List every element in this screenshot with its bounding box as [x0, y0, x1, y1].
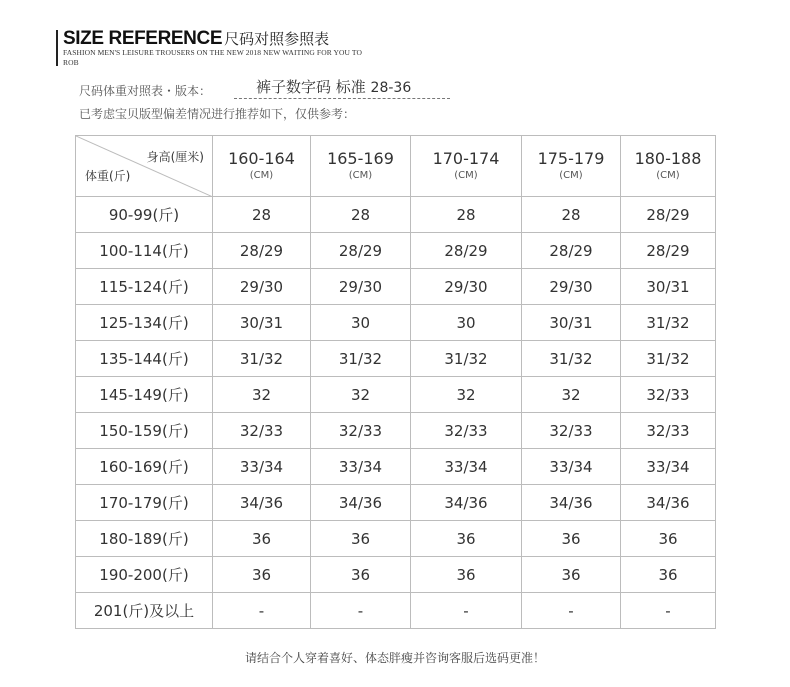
- weight-cell: 201(斤)及以上: [76, 593, 213, 629]
- size-cell: 30/31: [621, 269, 716, 305]
- table-corner-cell: [76, 136, 213, 197]
- table-row: [76, 449, 716, 485]
- height-range: 175-179: [537, 149, 605, 168]
- weight-cell: [76, 269, 213, 305]
- height-range: 165-169: [327, 149, 394, 168]
- size-cell: 36: [411, 521, 522, 557]
- weight-cell: [76, 377, 213, 413]
- size-cell: 31/32: [522, 341, 621, 377]
- size-cell: 32: [411, 377, 522, 413]
- size-cell: 32/33: [213, 413, 311, 449]
- size-cell: 36: [311, 521, 411, 557]
- table-row: [76, 377, 716, 413]
- table-header-row: [76, 136, 716, 197]
- weight-range: 135-144: [99, 350, 162, 368]
- table-row: [76, 413, 716, 449]
- table-row: [76, 197, 716, 233]
- height-unit: (CM): [559, 170, 583, 181]
- weight-cell: [76, 305, 213, 341]
- size-cell: 34/36: [311, 485, 411, 521]
- weight-range: 145-149: [99, 386, 162, 404]
- version-value-range: 28-36: [370, 80, 412, 96]
- weight-unit: (斤): [161, 422, 189, 440]
- weight-unit: (斤): [161, 242, 189, 260]
- height-header: [411, 136, 522, 197]
- size-cell: 36: [522, 521, 621, 557]
- table-row: [76, 593, 716, 629]
- height-unit: (CM): [249, 170, 274, 181]
- page-title: [63, 28, 329, 50]
- size-cell: 29/30: [213, 269, 311, 305]
- table-row: [76, 521, 716, 557]
- size-cell: -: [213, 593, 311, 629]
- size-cell: -: [411, 593, 522, 629]
- height-unit: (CM): [454, 170, 478, 181]
- table-row: [76, 485, 716, 521]
- weight-cell: [76, 197, 213, 233]
- page-subtitle: FASHION MEN'S LEISURE TROUSERS ON THE NEW 2018 NEW WAITING FOR YOU TO ROB: [63, 48, 362, 67]
- table-row: [76, 341, 716, 377]
- height-range: 170-174: [432, 149, 500, 168]
- height-unit: (CM): [348, 170, 373, 181]
- size-cell: 32/33: [621, 413, 716, 449]
- size-cell: 28/29: [411, 233, 522, 269]
- weight-range: 115-124: [99, 278, 162, 296]
- height-range: 160-164: [228, 149, 295, 168]
- footer-note: 请结合个人穿着喜好、体态胖瘦并咨询客服后选码更准！: [244, 651, 545, 665]
- size-table: [75, 135, 716, 629]
- size-cell: 36: [621, 557, 716, 593]
- version-value: [256, 76, 411, 97]
- size-cell: 32: [213, 377, 311, 413]
- weight-cell: [76, 521, 213, 557]
- height-header: [213, 136, 311, 197]
- size-cell: 36: [311, 557, 411, 593]
- weight-cell: [76, 449, 213, 485]
- table-row: [76, 557, 716, 593]
- size-cell: 31/32: [621, 341, 716, 377]
- height-header: [621, 136, 716, 197]
- size-cell: 30/31: [213, 305, 311, 341]
- table-body: [76, 197, 716, 629]
- size-cell: 29/30: [522, 269, 621, 305]
- title-accent-bar: [56, 30, 58, 66]
- size-cell: 34/36: [213, 485, 311, 521]
- size-cell: 33/34: [311, 449, 411, 485]
- size-cell: 28: [411, 197, 522, 233]
- weight-range: 170-179: [99, 494, 162, 512]
- size-cell: 34/36: [621, 485, 716, 521]
- version-value-text: 裤子数字码 标准: [256, 78, 371, 96]
- weight-cell: [76, 485, 213, 521]
- size-cell: 32: [522, 377, 621, 413]
- size-cell: 36: [522, 557, 621, 593]
- recommendation-note: 已考虑宝贝版型偏差情况进行推荐如下，仅供参考：: [79, 107, 356, 121]
- size-cell: 29/30: [311, 269, 411, 305]
- version-label: 尺码体重对照表・版本：: [79, 84, 212, 98]
- weight-range: 180-189: [99, 530, 162, 548]
- weight-unit: (斤): [161, 494, 189, 512]
- height-header: [311, 136, 411, 197]
- size-cell: 28: [213, 197, 311, 233]
- size-cell: 34/36: [522, 485, 621, 521]
- weight-range: 160-169: [99, 458, 162, 476]
- height-header: [522, 136, 621, 197]
- weight-unit: (斤): [161, 314, 189, 332]
- size-cell: 33/34: [213, 449, 311, 485]
- size-cell: 31/32: [213, 341, 311, 377]
- size-cell: 36: [411, 557, 522, 593]
- title-chinese: 尺码对照参照表: [224, 30, 330, 48]
- size-cell: 32/33: [522, 413, 621, 449]
- size-cell: 31/32: [621, 305, 716, 341]
- weight-range: 150-159: [99, 422, 162, 440]
- size-cell: 28: [311, 197, 411, 233]
- weight-cell: [76, 413, 213, 449]
- size-cell: 30: [411, 305, 522, 341]
- size-cell: 33/34: [522, 449, 621, 485]
- weight-unit: (斤): [161, 458, 189, 476]
- size-cell: 28: [522, 197, 621, 233]
- size-cell: 36: [621, 521, 716, 557]
- size-cell: 36: [213, 521, 311, 557]
- height-range: 180-188: [634, 149, 702, 168]
- size-cell: 31/32: [411, 341, 522, 377]
- weight-range: 125-134: [99, 314, 162, 332]
- weight-unit: (斤): [161, 278, 189, 296]
- title-english: SIZE REFERENCE: [63, 28, 223, 49]
- weight-range: 190-200: [99, 566, 162, 584]
- weight-cell: [76, 557, 213, 593]
- weight-unit: (斤): [161, 566, 189, 584]
- size-cell: 33/34: [411, 449, 522, 485]
- size-cell: 34/36: [411, 485, 522, 521]
- size-cell: 28/29: [311, 233, 411, 269]
- size-cell: 30: [311, 305, 411, 341]
- table-row: [76, 305, 716, 341]
- size-cell: 33/34: [621, 449, 716, 485]
- height-unit: (CM): [656, 170, 680, 181]
- size-cell: 28/29: [213, 233, 311, 269]
- weight-unit: (斤): [161, 386, 189, 404]
- weight-unit: (斤): [161, 350, 189, 368]
- weight-cell: [76, 233, 213, 269]
- size-cell: 36: [213, 557, 311, 593]
- size-cell: 32/33: [411, 413, 522, 449]
- corner-height-label: 身高(厘米): [146, 150, 204, 164]
- size-cell: 32: [311, 377, 411, 413]
- corner-weight-label: 体重(斤): [85, 169, 131, 183]
- size-cell: 30/31: [522, 305, 621, 341]
- weight-range: 90-99: [108, 206, 153, 224]
- size-cell: 28/29: [621, 233, 716, 269]
- version-underline: [234, 98, 450, 99]
- size-cell: 29/30: [411, 269, 522, 305]
- size-cell: 32/33: [621, 377, 716, 413]
- table-row: [76, 233, 716, 269]
- size-cell: -: [621, 593, 716, 629]
- size-cell: 28/29: [621, 197, 716, 233]
- size-cell: -: [311, 593, 411, 629]
- weight-unit: (斤): [161, 530, 189, 548]
- weight-unit: (斤): [152, 206, 180, 224]
- weight-range: 100-114: [99, 242, 162, 260]
- weight-cell: [76, 341, 213, 377]
- size-cell: 32/33: [311, 413, 411, 449]
- table-row: [76, 269, 716, 305]
- size-cell: 31/32: [311, 341, 411, 377]
- size-cell: -: [522, 593, 621, 629]
- size-cell: 28/29: [522, 233, 621, 269]
